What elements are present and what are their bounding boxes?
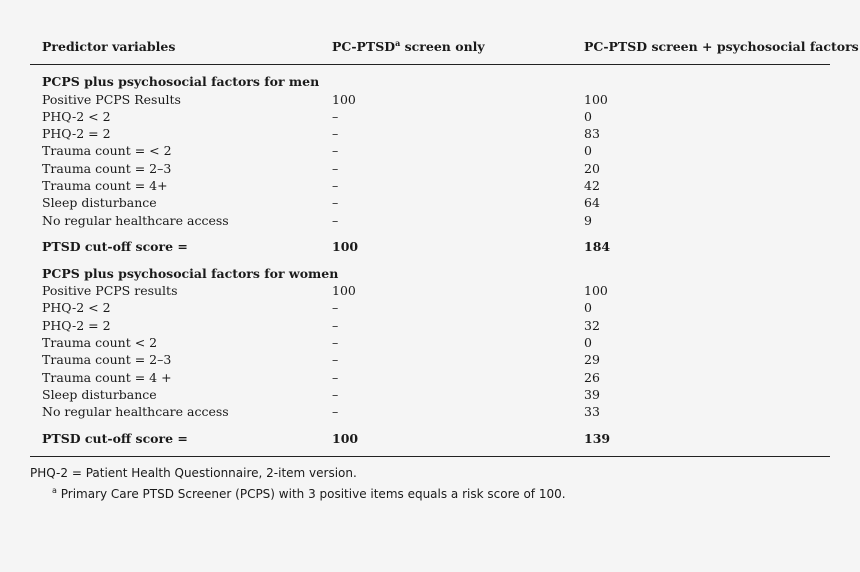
table-row <box>0 142 860 159</box>
row-label: Sleep disturbance <box>42 387 157 402</box>
footnote-abbrev: PHQ-2 = Patient Health Questionnaire, 2-item version. <box>30 466 357 480</box>
row-combined: 0 <box>584 300 592 315</box>
row-combined: 64 <box>584 195 600 210</box>
footnote-a-text: Primary Care PTSD Screener (PCPS) with 3 positive items equals a risk score of 100. <box>60 487 566 501</box>
row-combined: 0 <box>584 335 592 350</box>
row-screen: – <box>332 335 339 350</box>
row-combined: 100 <box>584 283 608 298</box>
header-predictor-variables: Predictor variables <box>42 39 176 54</box>
row-label: Trauma count = 2–3 <box>42 352 172 367</box>
table-row <box>0 299 860 316</box>
row-label: No regular healthcare access <box>42 213 229 228</box>
total-label: PTSD cut-off score = <box>42 239 188 254</box>
row-label: Positive PCPS Results <box>42 92 181 107</box>
row-screen: – <box>332 370 339 385</box>
table-row <box>0 194 860 211</box>
row-label: Trauma count = < 2 <box>42 143 172 158</box>
row-label: No regular healthcare access <box>42 404 229 419</box>
row-screen: – <box>332 352 339 367</box>
row-label: PHQ-2 < 2 <box>42 300 111 315</box>
row-label: Trauma count = 2–3 <box>42 161 172 176</box>
section-title-women: PCPS plus psychosocial factors for women <box>42 266 339 281</box>
row-label: PHQ-2 = 2 <box>42 126 111 141</box>
row-screen: – <box>332 300 339 315</box>
row-combined: 29 <box>584 352 600 367</box>
row-combined: 20 <box>584 161 600 176</box>
table-row <box>0 369 860 386</box>
row-combined: 9 <box>584 213 592 228</box>
table-header <box>0 38 860 55</box>
row-combined: 26 <box>584 370 600 385</box>
bottom-rule <box>30 456 830 457</box>
table-row <box>0 91 860 108</box>
total-combined: 184 <box>584 239 611 254</box>
row-screen: – <box>332 109 339 124</box>
row-screen: – <box>332 195 339 210</box>
row-label: Trauma count = 4+ <box>42 178 168 193</box>
table-row <box>0 212 860 229</box>
row-combined: 39 <box>584 387 600 402</box>
total-screen: 100 <box>332 239 359 254</box>
row-label: PHQ-2 = 2 <box>42 318 111 333</box>
table-row <box>0 386 860 403</box>
row-combined: 100 <box>584 92 608 107</box>
table-row <box>0 334 860 351</box>
header-rule <box>30 64 830 65</box>
header-screen-plus-psychosocial: PC-PTSD screen + psychosocial factors <box>584 39 859 54</box>
section-title <box>0 73 860 90</box>
row-label: Trauma count = 4 + <box>42 370 172 385</box>
footnote-a <box>52 487 566 501</box>
row-label: Trauma count < 2 <box>42 335 158 350</box>
section-title-men: PCPS plus psychosocial factors for men <box>42 74 320 89</box>
row-screen: – <box>332 143 339 158</box>
total-row <box>0 430 860 447</box>
total-combined: 139 <box>584 431 611 446</box>
row-screen: – <box>332 404 339 419</box>
row-screen: – <box>332 178 339 193</box>
header-screen-suffix: screen only <box>400 39 485 54</box>
table-row <box>0 403 860 420</box>
row-combined: 0 <box>584 143 592 158</box>
row-screen: 100 <box>332 92 356 107</box>
table-row <box>0 317 860 334</box>
table-row <box>0 351 860 368</box>
row-label: Sleep disturbance <box>42 195 157 210</box>
row-combined: 42 <box>584 178 600 193</box>
row-screen: – <box>332 318 339 333</box>
row-label: PHQ-2 < 2 <box>42 109 111 124</box>
header-footnote-marker: a <box>395 37 401 48</box>
row-combined: 83 <box>584 126 600 141</box>
header-screen-label: PC-PTSD <box>332 39 396 54</box>
total-screen: 100 <box>332 431 359 446</box>
row-screen: – <box>332 213 339 228</box>
row-combined: 32 <box>584 318 600 333</box>
table-row <box>0 282 860 299</box>
header-screen-only <box>332 38 485 55</box>
row-screen: – <box>332 161 339 176</box>
table-row <box>0 125 860 142</box>
table-row <box>0 160 860 177</box>
row-screen: – <box>332 126 339 141</box>
row-screen: 100 <box>332 283 356 298</box>
section-title <box>0 265 860 282</box>
table-row <box>0 108 860 125</box>
row-combined: 33 <box>584 404 600 419</box>
table-row <box>0 177 860 194</box>
total-row <box>0 238 860 255</box>
total-label: PTSD cut-off score = <box>42 431 188 446</box>
row-label: Positive PCPS results <box>42 283 178 298</box>
footnote-a-marker: a <box>52 486 57 495</box>
row-combined: 0 <box>584 109 592 124</box>
row-screen: – <box>332 387 339 402</box>
